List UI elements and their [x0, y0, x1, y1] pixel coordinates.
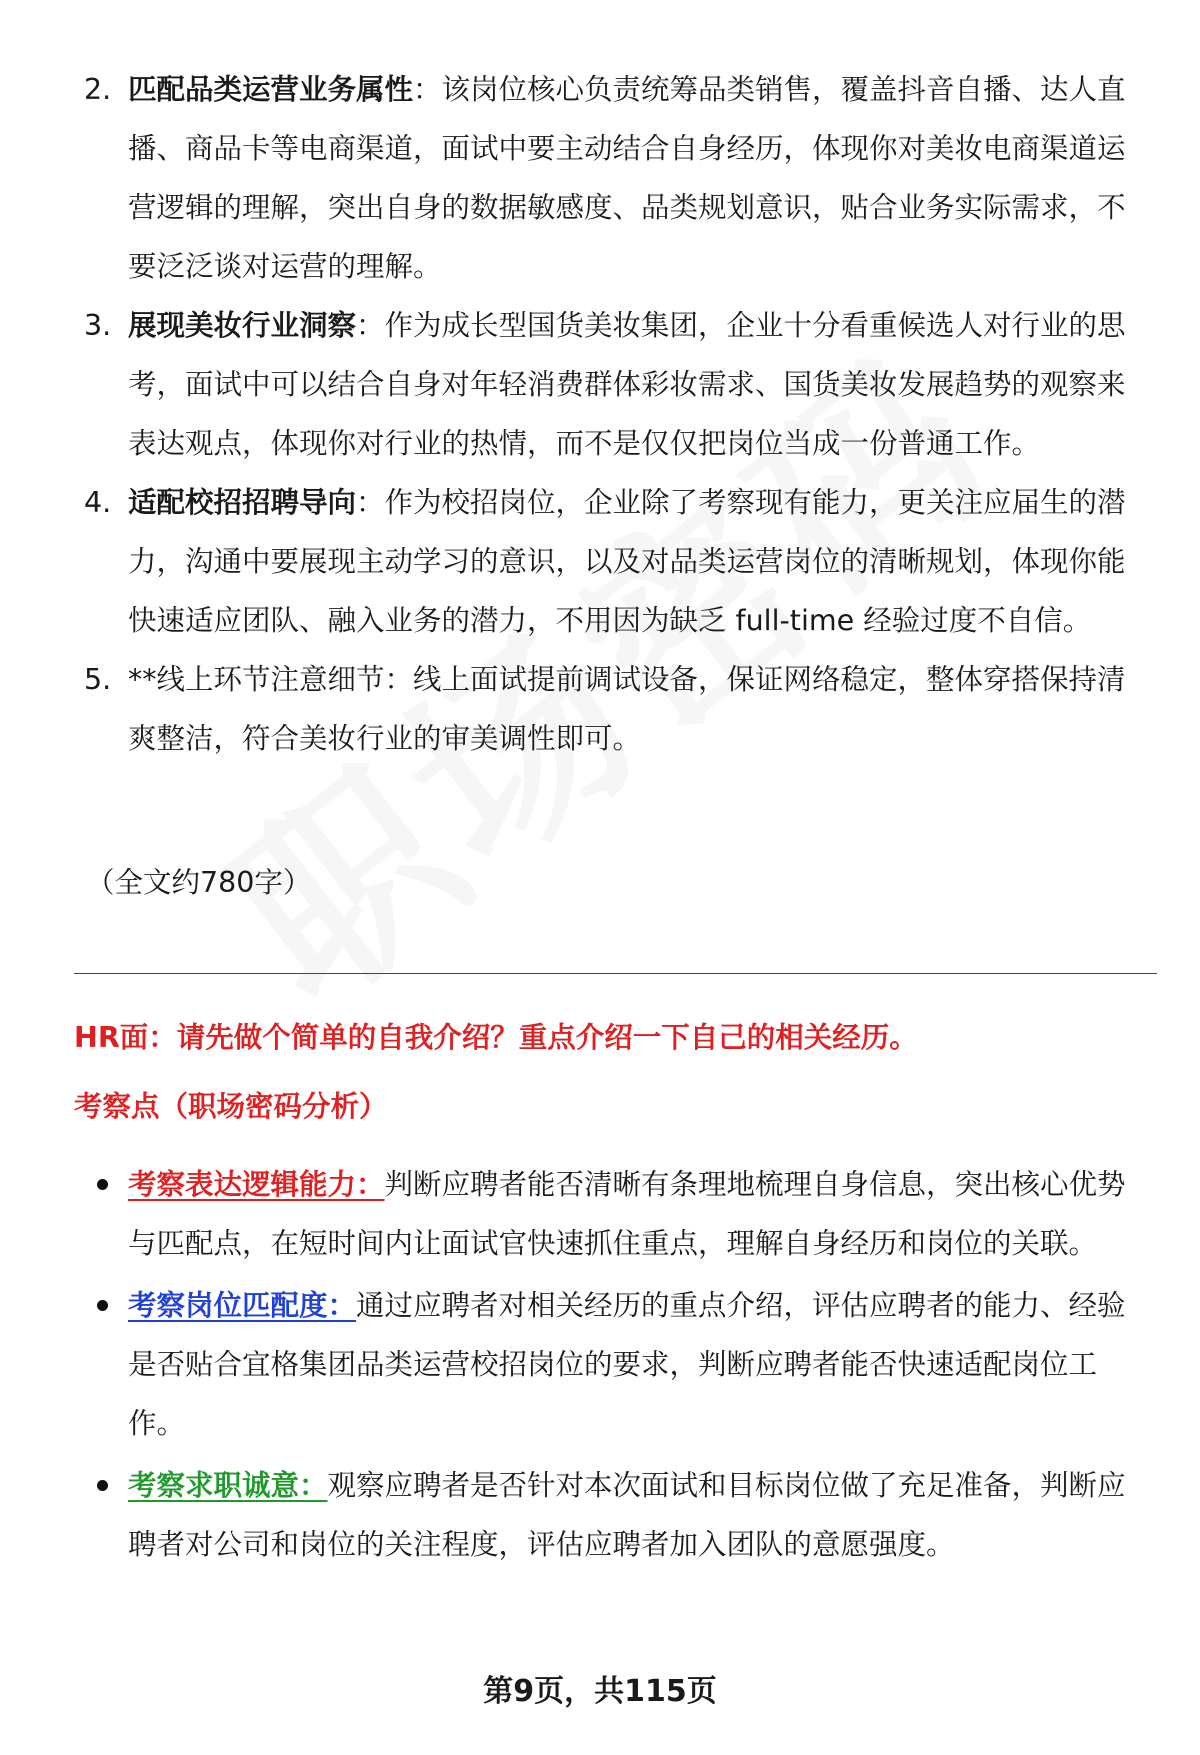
list-item [0, 60, 1200, 296]
page-number: 第9页，共115页 [483, 1674, 717, 1709]
item-separator: ： [356, 309, 385, 342]
word-count-note: （全文约780字） [86, 866, 312, 899]
section-divider [74, 973, 1157, 974]
item-number: 5. [84, 663, 112, 696]
item-text: **线上环节注意细节：线上面试提前调试设备，保证网络稳定，整体穿搭保持清爽整洁，符合美妆行业的审美调性即可。 [128, 663, 1126, 755]
list-item [0, 473, 1200, 650]
bullet-dot-icon [97, 1480, 108, 1491]
bullet-item [0, 1276, 1200, 1453]
item-heading: 展现美妆行业洞察 [128, 309, 357, 342]
interview-question-heading: HR面：请先做个简单的自我介绍？重点介绍一下自己的相关经历。 [74, 1021, 918, 1054]
list-item [0, 296, 1200, 473]
item-separator: ： [356, 486, 385, 519]
item-text: 作为校招岗位，企业除了考察现有能力，更关注应届生的潜力，沟通中要展现主动学习的意识，以及对品类运营岗位的清晰规划，体现你能快速适应团队、融入业务的潜力，不用因为缺乏 full-time 经验过度不自信。 [128, 486, 1126, 637]
bullet-item [0, 1456, 1200, 1574]
bullet-text: 观察应聘者是否针对本次面试和目标岗位做了充足准备，判断应聘者对公司和岗位的关注程度，评估应聘者加入团队的意愿强度。 [128, 1469, 1126, 1561]
numbered-list [0, 60, 1200, 768]
item-separator: ： [413, 73, 442, 106]
item-number: 4. [84, 486, 112, 519]
item-heading: 匹配品类运营业务属性 [128, 73, 414, 106]
bullet-item [0, 1155, 1200, 1273]
item-text: 作为成长型国货美妆集团，企业十分看重候选人对行业的思考，面试中可以结合自身对年轻消费群体彩妆需求、国货美妆发展趋势的观察来表达观点，体现你对行业的热情，而不是仅仅把岗位当成一份普通工作。 [128, 309, 1126, 460]
item-text: 该岗位核心负责统筹品类销售，覆盖抖音自播、达人直播、商品卡等电商渠道，面试中要主动结合自身经历，体现你对美妆电商渠道运营逻辑的理解，突出自身的数据敏感度、品类规划意识，贴合业务实际需求，不要泛泛谈对运营的理解。 [128, 73, 1126, 283]
bullet-heading: 考察求职诚意： [128, 1469, 328, 1502]
bullet-heading: 考察表达逻辑能力： [128, 1168, 385, 1201]
item-heading: 适配校招招聘导向 [128, 486, 357, 519]
exam-points-list [0, 1155, 1200, 1577]
bullet-heading: 考察岗位匹配度： [128, 1289, 357, 1322]
exam-points-heading: 考察点（职场密码分析） [74, 1090, 388, 1123]
bullet-text: 通过应聘者对相关经历的重点介绍，评估应聘者的能力、经验是否贴合宜格集团品类运营校招岗位的要求，判断应聘者能否快速适配岗位工作。 [128, 1289, 1126, 1440]
bullet-text: 判断应聘者能否清晰有条理地梳理自身信息，突出核心优势与匹配点，在短时间内让面试官快速抓住重点，理解自身经历和岗位的关联。 [128, 1168, 1126, 1260]
item-number: 2. [84, 73, 112, 106]
item-number: 3. [84, 309, 112, 342]
list-item [0, 650, 1200, 768]
bullet-dot-icon [97, 1179, 108, 1190]
bullet-dot-icon [97, 1300, 108, 1311]
